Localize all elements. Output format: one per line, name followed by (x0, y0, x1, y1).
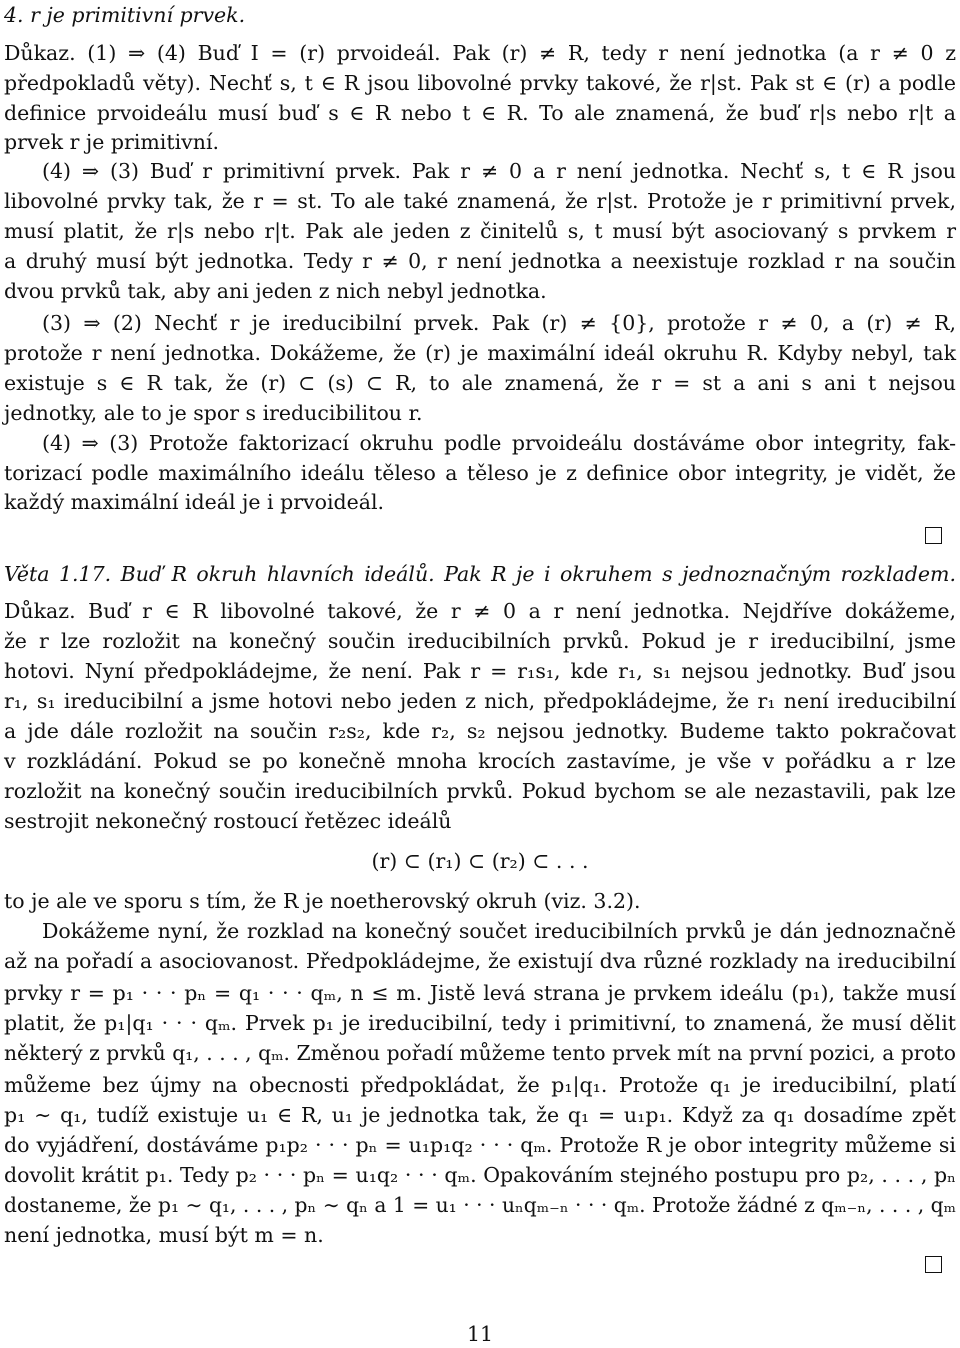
proof-line: do vyjádření, dostáváme p₁p₂ · · · pₙ = u₁p₁q₂ · · · qₘ. Protože R je obor integrity můžeme si (4, 1133, 956, 1157)
proof-line: platit, že p₁|q₁ · · · qₘ. Prvek p₁ je ireducibilní, tedy i primitivní, to znamená, že musí dělit (4, 1011, 956, 1035)
proof-line: Dokážeme nyní, že rozklad na konečný součet ireducibilních prvků je dán jednoznačně (42, 919, 956, 943)
proof-line: dovolit krátit p₁. Tedy p₂ · · · pₙ = u₁q₂ · · · qₘ. Opakováním stejného postupu pro p₂, . . . , pₙ (4, 1163, 956, 1187)
proof-line: a druhý musí být jednotka. Tedy r ≠ 0, r není jednotka a neexistuje rozklad r na součin (4, 249, 956, 273)
proof-line: musí platit, že r|s nebo r|t. Pak ale jeden z činitelů s, t musí být asociovaný s prvkem r (4, 219, 956, 243)
proof-line: prvky r = p₁ · · · pₙ = q₁ · · · qₘ, n ≤ m. Jistě levá strana je prvkem ideálu (p₁), takže musí (4, 981, 956, 1005)
proof-line: sestrojit nekonečný rostoucí řetězec ideálů (4, 809, 452, 833)
proof-line: hotovi. Nyní předpokládejme, že není. Pak r = r₁s₁, kde r₁, s₁ nejsou jednotky. Buď jsou (4, 659, 956, 683)
proof-line: až na pořadí a asociovanost. Předpokládejme, že existují dva různé rozklady na ireducibilní (4, 949, 956, 973)
proof-line: dostaneme, že p₁ ∼ q₁, . . . , pₙ ∼ qₙ a 1 = u₁ · · · uₙqₘ₋ₙ · · · qₘ. Protože žádné z qₘ₋ₙ, . . . , qₘ (4, 1193, 956, 1217)
proof-line: (4) ⇒ (3) Protože faktorizací okruhu podle prvoideálu dostáváme obor integrity, fak- (42, 431, 956, 455)
proof-line: to je ale ve sporu s tím, že R je noetherovský okruh (viz. 3.2). (4, 889, 641, 913)
proof-line: existuje s ∈ R tak, že (r) ⊂ (s) ⊂ R, to ale znamená, že r = st a ani s ani t nejsou (4, 371, 956, 395)
proof-line: torizací podle maximálního ideálu těleso a těleso je z definice obor integrity, je vidět, že (4, 461, 956, 485)
display-equation: (r) ⊂ (r₁) ⊂ (r₂) ⊂ . . . (371, 849, 589, 873)
proof-line: prvek r je primitivní. (4, 130, 220, 154)
list-item-4: 4. r je primitivní prvek. (4, 3, 246, 27)
proof-line: předpokladů věty). Nechť s, t ∈ R jsou libovolné prvky takové, že r|st. Pak st ∈ (r) a podle (4, 71, 956, 95)
proof-line: protože r není jednotka. Dokážeme, že (r) je maximální ideál okruhu R. Kdyby nebyl, tak (4, 341, 956, 365)
proof-line: definice prvoideálu musí buď s ∈ R nebo t ∈ R. To ale znamená, že buď r|s nebo r|t a (4, 101, 956, 125)
page-number: 11 (466, 1322, 494, 1346)
proof-line: Důkaz. Buď r ∈ R libovolné takové, že r ≠ 0 a r není jednotka. Nejdříve dokážeme, (4, 599, 956, 623)
proof-line: (3) ⇒ (2) Nechť r je ireducibilní prvek. Pak (r) ≠ {0}, protože r ≠ 0, a (r) ≠ R, (42, 311, 956, 335)
proof-line: rozložit na konečný součin ireducibilních prvků. Pokud bychom se ale nezastavili, pak lze (4, 779, 956, 803)
theorem-1-17: Věta 1.17. Buď R okruh hlavních ideálů. Pak R je i okruhem s jednoznačným rozkladem. (4, 562, 956, 586)
proof-line: některý z prvků q₁, . . . , qₘ. Změnou pořadí můžeme tento prvek mít na první pozici, a proto (4, 1041, 956, 1065)
proof-line: r₁, s₁ ireducibilní a jsme hotovi nebo jeden z nich, předpokládejme, že r₁ není ireducibilní (4, 689, 956, 713)
proof-line: a jde dále rozložit na součin r₂s₂, kde r₂, s₂ nejsou jednotky. Budeme takto pokračovat (4, 719, 956, 743)
proof-line: můžeme bez újmy na obecnosti předpokládat, že p₁|q₁. Protože q₁ je ireducibilní, platí (4, 1073, 956, 1097)
proof-line: Důkaz. (1) ⇒ (4) Buď I = (r) prvoideál. Pak (r) ≠ R, tedy r není jednotka (a r ≠ 0 z (4, 41, 956, 65)
proof-line: dvou prvků tak, aby ani jeden z nich nebyl jednotka. (4, 279, 547, 303)
proof-line: není jednotka, musí být m = n. (4, 1223, 324, 1247)
proof-line: že r lze rozložit na konečný součin ireducibilních prvků. Pokud je r ireducibilní, jsme (4, 629, 956, 653)
proof-line: libovolné prvky tak, že r = st. To ale také znamená, že r|st. Protože je r primitivní prvek, (4, 189, 956, 213)
qed-square-icon (925, 527, 942, 544)
proof-line: jednotky, ale to je spor s ireducibilitou r. (4, 401, 423, 425)
proof-line: v rozkládání. Pokud se po konečně mnoha krocích zastavíme, je vše v pořádku a r lze (4, 749, 956, 773)
proof-line: každý maximální ideál je i prvoideál. (4, 490, 385, 514)
proof-line: p₁ ∼ q₁, tudíž existuje u₁ ∈ R, u₁ je jednotka tak, že q₁ = u₁p₁. Když za q₁ dosadíme zpět (4, 1103, 956, 1127)
proof-line: (4) ⇒ (3) Buď r primitivní prvek. Pak r ≠ 0 a r není jednotka. Nechť s, t ∈ R jsou (42, 159, 956, 183)
qed-square-icon (925, 1256, 942, 1273)
